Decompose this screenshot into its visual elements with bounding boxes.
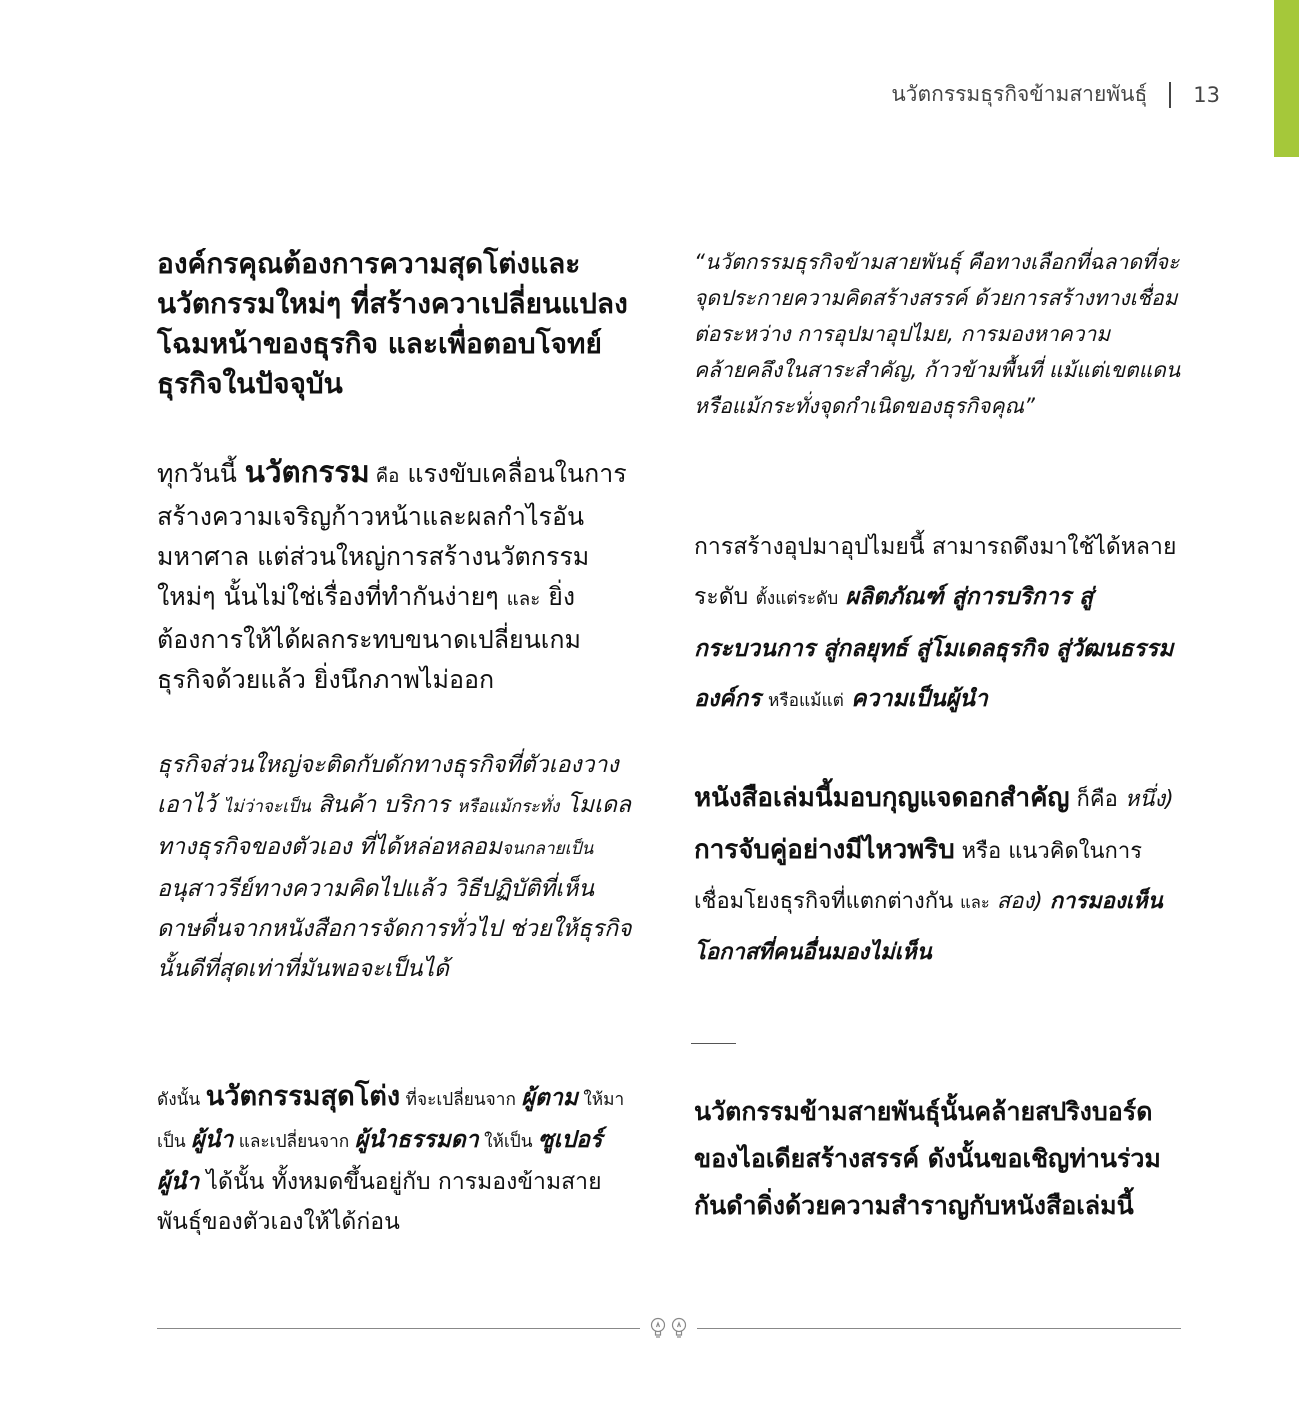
header-separator [1169,82,1171,108]
paragraph-business-traps [157,745,637,989]
emphasis-super-leader: ซูเปอร์ผู้นำ [157,1127,603,1195]
text-run: และ [506,589,541,610]
pull-quote: “นวัตกรรมธุรกิจข้ามสายพันธุ์ คือทางเลือกที่ฉลาดที่จะจุดประกายความคิดสร้างสรรค์ ด้วยการสร้างทางเชื่อมต่อระหว่าง การอุปมาอุปไมย, การมองหาความคล้ายคลึงในสาระสำคัญ, ก้าวข้ามพื้นที่ แม้แต่เขตแดนหรือแม้กระทั่งจุดกำเนิดของธุรกิจคุณ” [694,250,1181,418]
lightbulb-icon [648,1316,690,1340]
emphasis-business-model: โมเดลทางธุรกิจของตัวเอง [157,792,631,860]
text-run: จนกลายเป็น [501,839,594,859]
emphasis-follower: ผู้ตาม [521,1085,578,1111]
footer-rule-left [157,1328,640,1329]
emphasis-leader: ผู้นำ [191,1127,234,1153]
paragraph-radical-innovation [157,1077,637,1242]
text-run [559,792,566,818]
paragraph-key-ideas [694,773,1190,978]
text-run: ไม่ว่าจะเป็น [223,797,311,817]
text-run: และ [960,893,990,912]
text-run: หรือ แนวคิดในการเชื่อมโยงธุรกิจที่แตกต่างกัน [694,839,1143,914]
emphasis-key: หนังสือเล่มนี้มอบกุญแจดอกสำคัญ [694,783,1070,813]
running-title: นวัตกรรมธุรกิจข้ามสายพันธุ์ [891,82,1148,106]
text-run: ที่จะเปลี่ยนจาก [400,1090,522,1110]
text-run: ให้มาเป็น [157,1090,625,1152]
text-run: ก็คือ [1069,787,1125,812]
page-number: 13 [1193,82,1220,107]
accent-bar [1274,0,1299,157]
text-run: ดังนั้น [157,1090,206,1110]
text-run: ให้เป็น [478,1132,539,1152]
closing-statement: นวัตกรรมข้ามสายพันธุ์นั้นคล้ายสปริงบอร์ดของไอเดียสร้างสรรค์ ดังนั้นขอเชิญท่านร่วมกันดำดิ่งด้วยความสำราญกับหนังสือเล่มนี้ [694,1097,1161,1220]
section-divider [691,1043,736,1044]
paragraph-innovation-intro [157,452,637,700]
text-run: หรือแม้กระทั่ง [456,797,560,817]
text-run: คือ [369,466,400,487]
text-run: ทุกวันนี้ [157,459,245,488]
text-run: หนึ่ง) [1124,787,1174,812]
paragraph-analogy-levels [694,522,1190,726]
emphasis-leadership: ความเป็นผู้นำ [851,686,988,712]
text-run [838,584,845,610]
text-run: การสร้างอุปมาอุปไมยนี้ สามารถดึงมาใช้ได้หลาย ระดับ [694,534,1177,610]
headline: องค์กรคุณต้องการความสุดโต่งและนวัตกรรมใหม่ๆ ที่สร้างควาเปลี่ยนแปลงโฉมหน้าของธุรกิจ และเพื่อตอบโจทย์ธุรกิจในปัจจุบัน [157,247,628,400]
text-run: สอง) [996,889,1043,914]
emphasis-innovation: นวัตกรรม [244,455,370,489]
text-run: ได้นั้น ทั้งหมดขึ้นอยู่กับ การมองข้ามสายพันธุ์ของตัวเองให้ได้ก่อน [157,1169,602,1235]
text-run: และเปลี่ยนจาก [233,1132,355,1152]
emphasis-ordinary-leader: ผู้นำธรรมดา [354,1127,479,1153]
text-run: ยิ่งต้องการให้ได้ผลกระทบขนาดเปลี่ยนเกมธุรกิจด้วยแล้ว ยิ่งนึกภาพไม่ออก [157,582,581,694]
emphasis-smart-pairing: การจับคู่อย่างมีไหวพริบ [694,835,955,865]
text-run [761,686,768,712]
footer-rule-right [697,1328,1181,1329]
text-run [990,889,997,914]
emphasis-see-opportunity: การมองเห็นโอกาสที่คนอื่นมองไม่เห็น [694,889,1163,965]
text-run: ที่ได้หล่อหลอม [351,834,502,860]
running-header [891,78,1220,111]
text-run: ตั้งแต่ระดับ [755,589,839,609]
text-run [1043,889,1050,914]
text-run: แรงขับเคลื่อนในการสร้างความเจริญก้าวหน้าและผลกำไรอันมหาศาล แต่ส่วนใหญ่การสร้างนวัตกรรมใหม่ๆ นั้นไม่ใช่เรื่องที่ทำกันง่ายๆ [157,459,627,611]
text-run: สินค้า บริการ [310,792,457,818]
emphasis-radical-innovation: นวัตกรรมสุดโต่ง [205,1081,401,1112]
text-run: ธุรกิจส่วนใหญ่จะติดกับดักทางธุรกิจที่ตัวเองวางเอาไว้ [157,752,619,818]
text-run: อนุสาวรีย์ทางความคิดไปแล้ว วิธีปฏิบัติที่เห็นดาษดื่นจากหนังสือการจัดการทั่วไป ช่วยให้ธุรกิจนั้นดีที่สุดเท่าที่มันพอจะเป็นได้ [157,876,632,982]
text-run: หรือแม้แต่ [768,691,844,711]
emphasis-levels-list: ผลิตภัณฑ์ สู่การบริการ สู่กระบวนการ สู่กลยุทธ์ สู่โมเดลธุรกิจ สู่วัฒนธรรมองค์กร [694,584,1174,712]
